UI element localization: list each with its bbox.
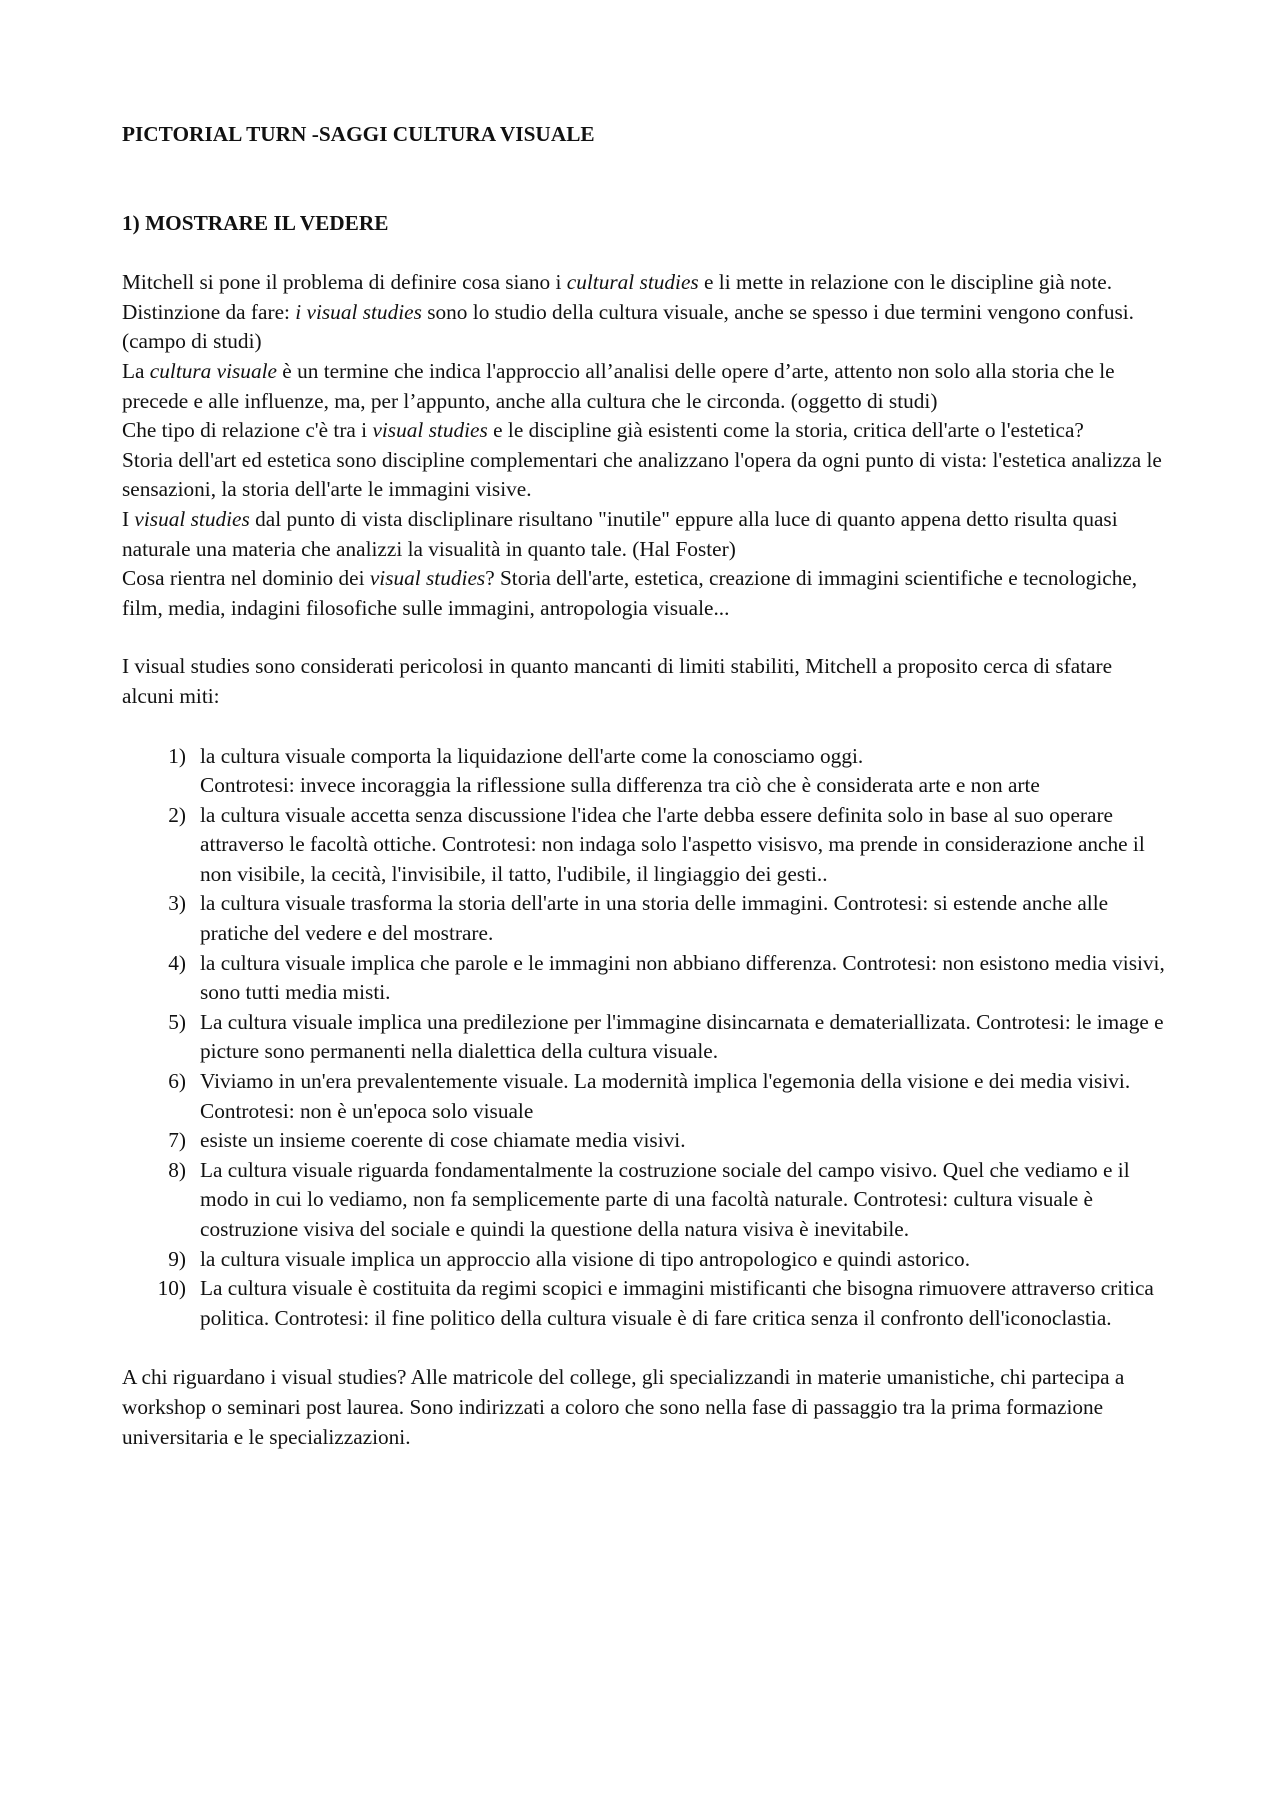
myth-text: La cultura visuale riguarda fondamentalmente la costruzione sociale del campo visivo. Quel che vediamo e il modo in cui lo vediamo, non fa semplicemente parte di una facoltà naturale. Controtesi: cultura visuale è costruzione visiva del sociale e quindi la questione della natura visiva è inevitabile. xyxy=(200,1157,1130,1241)
text-run: Distinzione da fare: xyxy=(122,299,296,324)
myth-number: 9) xyxy=(168,1246,186,1271)
myth-number: 1) xyxy=(168,743,186,768)
myths-intro-paragraph: I visual studies sono considerati pericolosi in quanto mancanti di limiti stabiliti, Mitchell a proposito cerca di sfatare alcuni miti: xyxy=(122,654,1113,708)
myth-text: la cultura visuale implica che parole e le immagini non abbiano differenza. Controtesi: non esistono media visivi, sono tutti media misti. xyxy=(200,950,1165,1005)
intro-paragraph xyxy=(122,416,1167,446)
text-run: Storia dell'art ed estetica sono discipline complementari che analizzano l'opera da ogni punto di vista: l'estetica analizza le sensazioni, la storia dell'arte le immagini visive. xyxy=(122,447,1162,502)
myth-item xyxy=(122,1067,1167,1126)
intro-paragraph xyxy=(122,446,1167,505)
text-run: Cosa rientra nel dominio dei xyxy=(122,566,370,591)
myth-number: 2) xyxy=(168,802,186,827)
myth-number: 3) xyxy=(168,891,186,916)
myth-item xyxy=(122,801,1167,890)
text-run: è un termine che indica l'approccio all’analisi delle opere d’arte, attento non solo alla storia che le precede e alle influenze, ma, per l’appunto, anche alla cultura che le circonda. (oggetto di studi) xyxy=(122,358,1115,413)
myth-countertesis: Controtesi: invece incoraggia la riflessione sulla differenza tra ciò che è considerata arte e non arte xyxy=(200,773,1040,798)
myth-text: La cultura visuale è costituita da regimi scopici e immagini mistificanti che bisogna rimuovere attraverso critica politica. Controtesi: il fine politico della cultura visuale è di fare critica senza il confronto dell'iconoclastia. xyxy=(200,1276,1154,1330)
document-title: PICTORIAL TURN -SAGGI CULTURA VISUALE xyxy=(122,122,595,146)
italic-term: visual studies xyxy=(134,506,250,531)
myth-number: 10) xyxy=(157,1276,186,1301)
text-run: sono lo studio della cultura visuale, anche se spesso i due termini vengono confusi. (campo di studi) xyxy=(122,299,1135,354)
text-run: dal punto di vista discliplinare risultano "inutile" eppure alla luce di quanto appena detto risulta quasi naturale una materia che analizzi la visualità in quanto tale. (Hal Foster) xyxy=(122,506,1118,561)
myth-item xyxy=(122,742,1167,801)
intro-paragraph xyxy=(122,298,1167,357)
text-run: La xyxy=(122,358,150,383)
myth-item xyxy=(122,1274,1167,1333)
intro-paragraph xyxy=(122,564,1167,623)
section-heading: 1) MOSTRARE IL VEDERE xyxy=(122,210,389,235)
myth-text: la cultura visuale accetta senza discussione l'idea che l'arte debba essere definita solo in base al suo operare attraverso le facoltà ottiche. Controtesi: non indaga solo l'aspetto visisvo, ma prende in considerazione anche il non visibile, la cecità, l'invisibile, il tatto, l'udibile, il lingiaggio dei gesti.. xyxy=(200,802,1145,886)
text-run: e li mette in relazione con le discipline già note. xyxy=(698,270,1113,295)
myth-number: 6) xyxy=(168,1069,186,1094)
myth-number: 4) xyxy=(168,950,186,975)
myth-number: 5) xyxy=(168,1009,186,1034)
intro-paragraph xyxy=(122,505,1167,564)
myth-text: La cultura visuale implica una predilezione per l'immagine disincarnata e demateriallizata. Controtesi: le image e picture sono permanenti nella dialettica della cultura visuale. xyxy=(200,1009,1164,1064)
myth-item xyxy=(122,1008,1167,1067)
italic-term: visual studies xyxy=(369,566,486,591)
italic-term: cultura visuale xyxy=(149,358,277,383)
myth-text: esiste un insieme coerente di cose chiamate media visivi. xyxy=(200,1128,686,1153)
myth-item xyxy=(122,1245,1167,1275)
myth-number: 8) xyxy=(168,1157,186,1182)
text-run: ? Storia dell'arte, estetica, creazione di immagini scientifiche e tecnologiche, film, media, indagini filosofiche sulle immagini, antropologia visuale... xyxy=(122,566,1138,620)
intro-paragraph xyxy=(122,357,1167,416)
text-run: e le discipline già esistenti come la storia, critica dell'arte o l'estetica? xyxy=(487,418,1084,443)
text-run: I xyxy=(122,506,135,531)
italic-term: visual studies xyxy=(372,418,488,443)
italic-term: i visual studies xyxy=(295,299,422,324)
myth-number: 7) xyxy=(168,1128,186,1153)
myth-text: la cultura visuale trasforma la storia dell'arte in una storia delle immagini. Controtesi: si estende anche alle pratiche del vedere e del mostrare. xyxy=(200,891,1109,946)
myth-text: Viviamo in un'era prevalentemente visuale. La modernità implica l'egemonia della visione e dei media visivi. Controtesi: non è un'epoca solo visuale xyxy=(200,1069,1131,1123)
myth-item xyxy=(122,1126,1167,1156)
document-page xyxy=(122,120,1167,1452)
myth-text: la cultura visuale implica un approccio alla visione di tipo antropologico e quindi astorico. xyxy=(200,1246,971,1271)
myths-list xyxy=(122,742,1167,1334)
intro-paragraph xyxy=(122,268,1167,298)
myth-item xyxy=(122,889,1167,948)
intro-paragraphs xyxy=(122,268,1167,623)
text-run: Mitchell si pone il problema di definire cosa siano i xyxy=(122,270,567,295)
myth-item xyxy=(122,949,1167,1008)
closing-paragraph: A chi riguardano i visual studies? Alle matricole del college, gli specializzandi in materie umanistiche, chi partecipa a workshop o seminari post laurea. Sono indirizzati a coloro che sono nella fase di passaggio tra la prima formazione universitaria e le specializzazioni. xyxy=(122,1365,1125,1449)
myth-item xyxy=(122,1156,1167,1245)
text-run: Che tipo di relazione c'è tra i xyxy=(122,418,373,443)
italic-term: cultural studies xyxy=(566,270,699,295)
myth-text: la cultura visuale comporta la liquidazione dell'arte come la conosciamo oggi. xyxy=(200,743,864,768)
